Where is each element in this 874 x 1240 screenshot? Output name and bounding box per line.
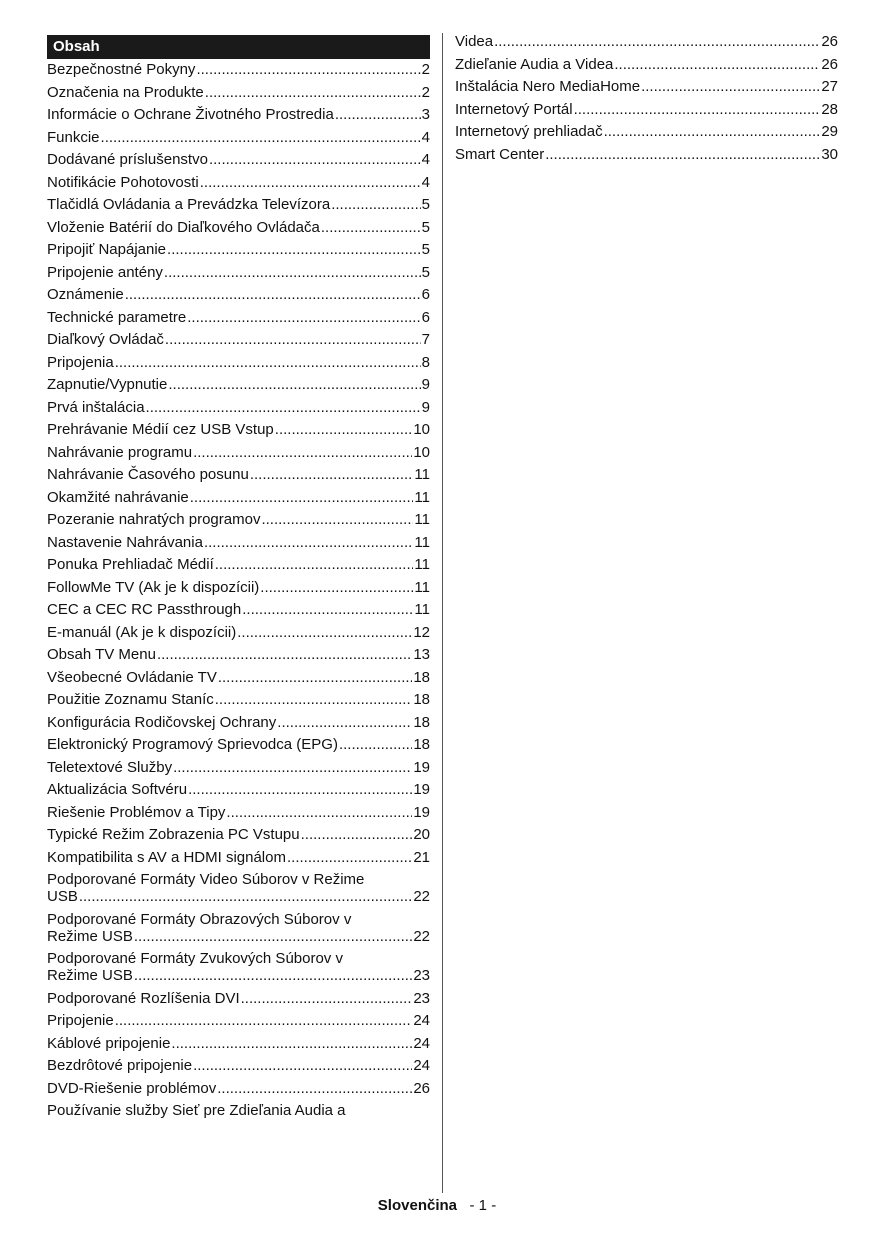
toc-leader-dots <box>242 601 413 618</box>
page-footer <box>0 1197 874 1214</box>
toc-entry-title: Podporované Rozlíšenia DVI <box>47 989 240 1007</box>
toc-entry[interactable] <box>47 988 430 1011</box>
toc-entry[interactable] <box>47 779 430 802</box>
toc-entry[interactable] <box>47 824 430 847</box>
toc-leader-dots <box>215 556 414 573</box>
toc-entry[interactable] <box>47 464 430 487</box>
toc-leader-dots <box>205 84 421 101</box>
toc-entry[interactable] <box>47 1055 430 1078</box>
toc-entry-page: 18 <box>413 691 430 708</box>
toc-entry-title: CEC a CEC RC Passthrough <box>47 601 242 618</box>
toc-entry-page: 11 <box>414 601 430 618</box>
toc-entry-title-line1: Podporované Formáty Video Súborov v Režime <box>47 871 365 888</box>
toc-entry-title: Elektronický Programový Sprievodca (EPG) <box>47 736 338 753</box>
toc-entry[interactable] <box>455 76 838 99</box>
toc-entry-page: 11 <box>414 533 430 551</box>
toc-entry-page: 11 <box>414 556 430 573</box>
toc-leader-dots <box>614 56 820 73</box>
toc-entry-page: 11 <box>414 466 430 483</box>
toc-entry-page: 18 <box>413 713 430 731</box>
toc-entry-title: Inštalácia Nero MediaHome <box>455 78 641 95</box>
toc-leader-dots <box>146 399 421 416</box>
toc-entry[interactable] <box>47 262 430 285</box>
toc-entry[interactable] <box>47 667 430 690</box>
toc-entry-title: DVD-Riešenie problémov <box>47 1079 217 1097</box>
toc-entry[interactable] <box>47 397 430 420</box>
toc-entry-title: Riešenie Problémov a Tipy <box>47 803 226 821</box>
toc-entry-title: Videa <box>455 33 494 50</box>
toc-entry-page: 24 <box>413 1057 430 1074</box>
toc-entry-page: 6 <box>421 308 430 326</box>
toc-entry-title-line1: Používanie služby Sieť pre Zdieľania Audia a <box>47 1102 346 1119</box>
toc-entry-title: Označenia na Produkte <box>47 83 204 101</box>
toc-entry-title: Pripojenie antény <box>47 263 163 281</box>
toc-entry[interactable] <box>47 284 430 307</box>
toc-leader-dots <box>115 1012 413 1029</box>
toc-entry-title: Notifikácie Pohotovosti <box>47 173 199 191</box>
toc-entry[interactable] <box>47 59 430 82</box>
toc-leader-dots <box>167 241 421 258</box>
toc-entry[interactable] <box>47 307 430 330</box>
toc-entry[interactable] <box>47 1010 430 1033</box>
toc-entry-title: Zdieľanie Audia a Videa <box>455 55 614 73</box>
toc-entry-title: Internetový Portál <box>455 100 573 118</box>
toc-entry-title: Dodávané príslušenstvo <box>47 151 208 168</box>
toc-entry-title: Oznámenie <box>47 286 124 303</box>
toc-entry-title: Nahrávanie Časového posunu <box>47 466 249 483</box>
toc-entry-title-line1: Podporované Formáty Obrazových Súborov v <box>47 910 352 928</box>
toc-entry-page: 12 <box>413 623 430 641</box>
toc-entry-title: Diaľkový Ovládač <box>47 331 164 348</box>
toc-entry-title: Funkcie <box>47 128 100 146</box>
toc-leader-dots <box>574 101 821 118</box>
toc-leader-dots <box>188 781 412 798</box>
toc-entry-title: Okamžité nahrávanie <box>47 488 189 506</box>
toc-entry-page: 11 <box>414 488 430 506</box>
toc-entry[interactable] <box>47 689 430 712</box>
toc-entry-page: 23 <box>413 989 430 1007</box>
toc-entry[interactable] <box>47 757 430 780</box>
toc-entry-page: 23 <box>413 967 430 984</box>
toc-entry-title: Teletextové Služby <box>47 758 173 776</box>
toc-entry[interactable] <box>47 419 430 442</box>
toc-entry-title: Vloženie Batérií do Diaľkového Ovládača <box>47 218 320 236</box>
toc-leader-dots <box>241 990 413 1007</box>
toc-entry-title: Konfigurácia Rodičovskej Ochrany <box>47 713 277 731</box>
toc-entry-title: Bezpečnostné Pokyny <box>47 61 196 78</box>
toc-leader-dots <box>277 714 412 731</box>
toc-leader-dots <box>335 106 421 123</box>
toc-entry[interactable] <box>47 194 430 217</box>
toc-entry-title: Smart Center <box>455 145 545 163</box>
footer-language: Slovenčina <box>377 1197 457 1214</box>
toc-entry-title: Tlačidlá Ovládania a Prevádzka Televízora <box>47 196 331 213</box>
toc-entry[interactable] <box>47 509 430 532</box>
toc-entry-page: 3 <box>421 106 430 123</box>
toc-leader-dots <box>79 888 412 905</box>
toc-entry-title: FollowMe TV (Ak je k dispozícii) <box>47 578 260 596</box>
toc-leader-dots <box>301 826 413 843</box>
toc-entry-page: 6 <box>421 286 430 303</box>
toc-entry-page: 26 <box>821 55 838 73</box>
toc-leader-dots <box>604 123 821 140</box>
toc-entry-page: 10 <box>413 421 430 438</box>
toc-entry-title: Pripojiť Napájanie <box>47 241 167 258</box>
toc-leader-dots <box>545 146 820 163</box>
toc-entry-title: Aktualizácia Softvéru <box>47 781 188 798</box>
toc-entry[interactable] <box>47 1078 430 1101</box>
toc-entry-title: Internetový prehliadač <box>455 123 603 140</box>
toc-entry-title: Pozeranie nahratých programov <box>47 511 261 528</box>
toc-entry[interactable] <box>47 442 430 465</box>
toc-entry[interactable] <box>455 54 838 77</box>
toc-leader-dots <box>237 624 412 641</box>
toc-leader-dots <box>190 489 414 506</box>
toc-entry-page: 9 <box>421 398 430 416</box>
toc-leader-dots <box>134 928 412 945</box>
toc-entry[interactable] <box>47 554 430 577</box>
toc-entry-page: 19 <box>413 758 430 776</box>
toc-leader-dots <box>125 286 421 303</box>
toc-entry-page: 5 <box>421 263 430 281</box>
toc-leader-dots <box>261 511 413 528</box>
toc-leader-dots <box>209 151 421 168</box>
toc-leader-dots <box>331 196 420 213</box>
toc-entry-page: 22 <box>413 927 430 945</box>
toc-entry[interactable] <box>47 599 430 622</box>
toc-entry[interactable] <box>47 374 430 397</box>
toc-entry-title: E-manuál (Ak je k dispozícii) <box>47 623 237 641</box>
toc-right-column <box>455 31 838 166</box>
toc-entry-page: 7 <box>421 331 430 348</box>
toc-entry[interactable] <box>47 532 430 555</box>
toc-entry[interactable] <box>47 239 430 262</box>
toc-leader-dots <box>200 174 421 191</box>
toc-entry[interactable] <box>47 909 430 949</box>
toc-entry[interactable] <box>455 31 838 54</box>
toc-entry[interactable] <box>47 1033 430 1056</box>
toc-entry[interactable] <box>47 577 430 600</box>
toc-entry-title: Informácie o Ochrane Životného Prostredia <box>47 106 334 123</box>
toc-leader-dots <box>193 444 412 461</box>
toc-entry-page: 19 <box>413 781 430 798</box>
toc-list-right <box>455 31 838 166</box>
toc-leader-dots <box>494 33 820 50</box>
column-divider <box>442 33 443 1193</box>
toc-entry[interactable] <box>47 352 430 375</box>
toc-entry[interactable] <box>47 217 430 240</box>
toc-leader-dots <box>134 967 412 984</box>
toc-leader-dots <box>217 1080 412 1097</box>
toc-leader-dots <box>193 1057 412 1074</box>
toc-entry-page: 10 <box>413 443 430 461</box>
toc-entry-page: 13 <box>413 646 430 663</box>
toc-entry-page: 5 <box>421 196 430 213</box>
toc-entry-page: 4 <box>421 128 430 146</box>
toc-entry-title: Pripojenia <box>47 353 114 371</box>
toc-entry-title-line1: Podporované Formáty Zvukových Súborov v <box>47 950 343 967</box>
toc-leader-dots <box>339 736 412 753</box>
toc-entry-page: 29 <box>821 123 838 140</box>
toc-entry-title: Ponuka Prehliadač Médií <box>47 556 214 573</box>
toc-entry-title: Bezdrôtové pripojenie <box>47 1057 193 1074</box>
toc-entry[interactable] <box>455 144 838 167</box>
toc-entry[interactable] <box>47 104 430 127</box>
toc-entry-page: 24 <box>413 1012 430 1029</box>
toc-entry-page: 2 <box>421 61 430 78</box>
toc-entry[interactable] <box>47 802 430 825</box>
toc-entry[interactable] <box>455 121 838 144</box>
toc-leader-dots <box>165 331 421 348</box>
toc-leader-dots <box>204 534 413 551</box>
toc-entry-page: 4 <box>421 151 430 168</box>
toc-entry[interactable] <box>47 329 430 352</box>
toc-entry[interactable] <box>47 172 430 195</box>
toc-entry-page: 27 <box>821 78 838 95</box>
toc-leader-dots <box>164 264 421 281</box>
toc-entry-page: 24 <box>413 1034 430 1052</box>
toc-entry-title: Všeobecné Ovládanie TV <box>47 668 217 686</box>
toc-entry[interactable] <box>47 127 430 150</box>
toc-entry-title-line2: USB <box>47 888 78 905</box>
toc-entry[interactable] <box>47 869 430 909</box>
toc-entry[interactable] <box>47 948 430 988</box>
toc-entry[interactable] <box>47 847 430 870</box>
toc-leader-dots <box>260 579 413 596</box>
toc-entry[interactable] <box>47 149 430 172</box>
toc-entry[interactable] <box>47 622 430 645</box>
toc-leader-dots <box>157 646 412 663</box>
toc-list-left <box>47 59 430 1123</box>
toc-entry-title: Prvá inštalácia <box>47 398 145 416</box>
toc-leader-dots <box>196 61 420 78</box>
toc-entry-title: Pripojenie <box>47 1012 114 1029</box>
toc-leader-dots <box>215 691 413 708</box>
toc-entry[interactable] <box>47 487 430 510</box>
toc-entry-title-line2: Režime USB <box>47 927 133 945</box>
toc-entry-page: 8 <box>421 353 430 371</box>
toc-entry-page: 9 <box>421 376 430 393</box>
toc-entry-title: Použitie Zoznamu Staníc <box>47 691 214 708</box>
toc-entry-page: 28 <box>821 100 838 118</box>
toc-title: Obsah <box>47 35 430 59</box>
toc-leader-dots <box>101 129 421 146</box>
toc-entry-title: Zapnutie/Vypnutie <box>47 376 168 393</box>
toc-entry-title: Typické Režim Zobrazenia PC Vstupu <box>47 826 300 843</box>
toc-leader-dots <box>321 219 421 236</box>
toc-left-column <box>47 35 430 1123</box>
toc-leader-dots <box>275 421 413 438</box>
toc-entry-page: 20 <box>413 826 430 843</box>
toc-entry[interactable] <box>47 82 430 105</box>
toc-leader-dots <box>168 376 420 393</box>
toc-entry-title: Prehrávanie Médií cez USB Vstup <box>47 421 274 438</box>
toc-entry-page: 11 <box>414 511 430 528</box>
toc-leader-dots <box>287 849 412 866</box>
toc-entry-page: 22 <box>413 888 430 905</box>
toc-entry-page: 5 <box>421 218 430 236</box>
toc-leader-dots <box>187 309 420 326</box>
toc-entry-page: 2 <box>421 83 430 101</box>
toc-leader-dots <box>173 759 412 776</box>
toc-entry[interactable] <box>47 712 430 735</box>
toc-leader-dots <box>250 466 414 483</box>
toc-entry-title: Technické parametre <box>47 308 187 326</box>
toc-entry-page: 21 <box>413 848 430 866</box>
toc-entry-page: 19 <box>413 803 430 821</box>
toc-leader-dots <box>115 354 421 371</box>
toc-entry-page: 4 <box>421 173 430 191</box>
toc-entry-page: 30 <box>821 145 838 163</box>
toc-leader-dots <box>171 1035 412 1052</box>
toc-entry-page: 26 <box>413 1079 430 1097</box>
toc-entry[interactable] <box>47 644 430 667</box>
toc-entry[interactable] <box>455 99 838 122</box>
toc-leader-dots <box>226 804 412 821</box>
toc-entry-title-line2: Režime USB <box>47 967 133 984</box>
toc-entry[interactable] <box>47 734 430 757</box>
toc-entry[interactable] <box>47 1100 430 1123</box>
toc-entry-title: Nahrávanie programu <box>47 443 193 461</box>
toc-entry-page: 26 <box>821 33 838 50</box>
footer-page-number: - 1 - <box>469 1197 497 1214</box>
toc-entry-page: 5 <box>421 241 430 258</box>
toc-entry-title: Káblové pripojenie <box>47 1034 171 1052</box>
toc-entry-page: 18 <box>413 668 430 686</box>
toc-leader-dots <box>218 669 412 686</box>
toc-entry-title: Nastavenie Nahrávania <box>47 533 203 551</box>
toc-entry-page: 11 <box>414 578 430 596</box>
toc-entry-page: 18 <box>413 736 430 753</box>
toc-entry-title: Kompatibilita s AV a HDMI signálom <box>47 848 286 866</box>
toc-leader-dots <box>641 78 820 95</box>
toc-entry-title: Obsah TV Menu <box>47 646 156 663</box>
